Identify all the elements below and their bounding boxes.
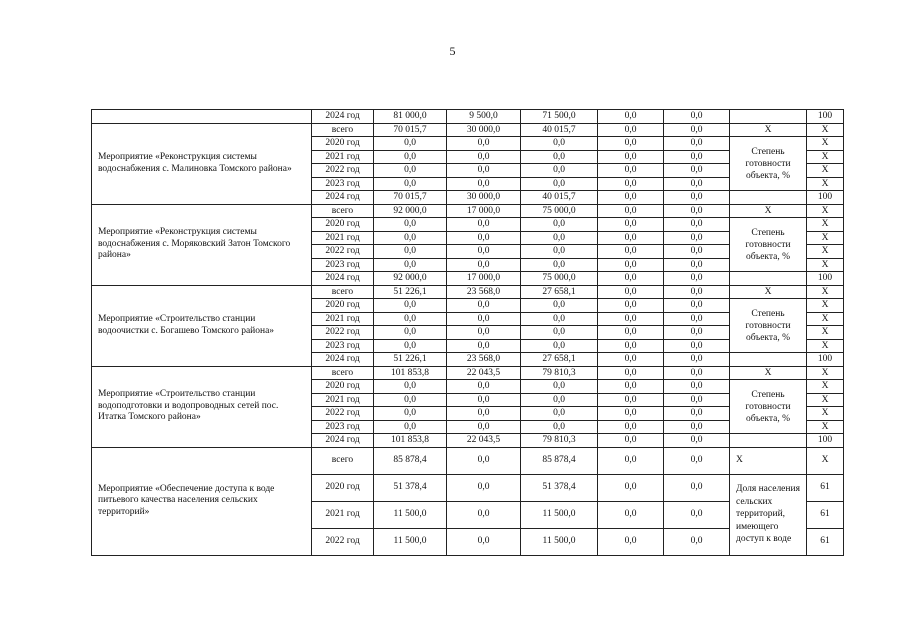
value-cell: 92 000,0 [374, 272, 447, 286]
target-cell: 61 [807, 474, 844, 501]
year-cell: всего [312, 204, 374, 218]
target-cell: 100 [807, 434, 844, 448]
value-cell: 0,0 [664, 312, 730, 326]
year-cell: 2020 год [312, 380, 374, 394]
value-cell: 51 378,4 [374, 474, 447, 501]
value-cell: 51 378,4 [521, 474, 598, 501]
value-cell: 0,0 [374, 177, 447, 191]
value-cell: 17 000,0 [447, 272, 521, 286]
target-cell: X [807, 218, 844, 232]
indicator-empty-cell [730, 191, 807, 205]
value-cell: 0,0 [447, 393, 521, 407]
value-cell: 0,0 [664, 501, 730, 528]
value-cell: 79 810,3 [521, 366, 598, 380]
target-cell: X [807, 285, 844, 299]
year-cell: 2023 год [312, 258, 374, 272]
year-cell: 2024 год [312, 191, 374, 205]
measure-name: Мероприятие «Реконструкция системы водоснабжения с. Моряковский Затон Томского района» [92, 204, 312, 285]
value-cell: 11 500,0 [521, 528, 598, 555]
value-cell: 0,0 [598, 285, 664, 299]
year-cell: 2021 год [312, 150, 374, 164]
value-cell: 0,0 [598, 258, 664, 272]
indicator-x-cell: X [730, 447, 807, 474]
target-cell: X [807, 420, 844, 434]
year-cell: 2021 год [312, 231, 374, 245]
indicator-cell: Степень готовности объекта, % [730, 218, 807, 272]
value-cell: 0,0 [447, 501, 521, 528]
target-cell: X [807, 326, 844, 340]
year-cell: 2022 год [312, 326, 374, 340]
year-cell: 2020 год [312, 137, 374, 151]
value-cell: 0,0 [664, 191, 730, 205]
value-cell: 0,0 [521, 137, 598, 151]
value-cell: 0,0 [664, 420, 730, 434]
value-cell: 75 000,0 [521, 272, 598, 286]
value-cell: 92 000,0 [374, 204, 447, 218]
indicator-x-cell: X [730, 285, 807, 299]
year-cell: 2020 год [312, 474, 374, 501]
value-cell: 85 878,4 [374, 447, 447, 474]
target-cell: X [807, 245, 844, 259]
value-cell: 0,0 [447, 474, 521, 501]
year-cell: всего [312, 285, 374, 299]
value-cell: 0,0 [664, 366, 730, 380]
value-cell: 0,0 [447, 177, 521, 191]
value-cell: 0,0 [447, 420, 521, 434]
value-cell: 0,0 [447, 339, 521, 353]
target-cell: X [807, 150, 844, 164]
value-cell: 0,0 [598, 312, 664, 326]
value-cell: 0,0 [598, 272, 664, 286]
year-cell: 2024 год [312, 110, 374, 124]
target-cell: 100 [807, 353, 844, 367]
value-cell: 30 000,0 [447, 123, 521, 137]
value-cell: 9 500,0 [447, 110, 521, 124]
value-cell: 0,0 [598, 353, 664, 367]
value-cell: 0,0 [447, 528, 521, 555]
value-cell: 0,0 [598, 326, 664, 340]
value-cell: 75 000,0 [521, 204, 598, 218]
value-cell: 0,0 [664, 299, 730, 313]
value-cell: 0,0 [374, 407, 447, 421]
value-cell: 0,0 [664, 528, 730, 555]
indicator-x-cell: X [730, 366, 807, 380]
value-cell: 0,0 [598, 420, 664, 434]
indicator-cell [730, 110, 807, 124]
year-cell: 2022 год [312, 528, 374, 555]
value-cell: 0,0 [374, 231, 447, 245]
value-cell: 51 226,1 [374, 285, 447, 299]
target-cell: X [807, 407, 844, 421]
indicator-x-cell: X [730, 204, 807, 218]
value-cell: 0,0 [374, 245, 447, 259]
value-cell: 71 500,0 [521, 110, 598, 124]
target-cell: 61 [807, 501, 844, 528]
value-cell: 0,0 [664, 137, 730, 151]
table-body [92, 110, 844, 556]
table-row [92, 447, 844, 474]
value-cell: 101 853,8 [374, 434, 447, 448]
value-cell: 0,0 [374, 326, 447, 340]
value-cell: 0,0 [374, 150, 447, 164]
value-cell: 0,0 [521, 150, 598, 164]
value-cell: 0,0 [521, 258, 598, 272]
value-cell: 22 043,5 [447, 366, 521, 380]
value-cell: 0,0 [664, 258, 730, 272]
value-cell: 0,0 [598, 299, 664, 313]
value-cell: 0,0 [521, 407, 598, 421]
value-cell: 0,0 [447, 380, 521, 394]
target-cell: X [807, 312, 844, 326]
table-row [92, 204, 844, 218]
value-cell: 0,0 [598, 150, 664, 164]
value-cell: 0,0 [521, 218, 598, 232]
value-cell: 22 043,5 [447, 434, 521, 448]
year-cell: 2022 год [312, 407, 374, 421]
target-cell: 61 [807, 528, 844, 555]
target-cell: 100 [807, 272, 844, 286]
value-cell: 0,0 [598, 191, 664, 205]
value-cell: 27 658,1 [521, 285, 598, 299]
year-cell: 2023 год [312, 339, 374, 353]
table-row [92, 285, 844, 299]
value-cell: 0,0 [598, 204, 664, 218]
year-cell: 2022 год [312, 245, 374, 259]
value-cell: 40 015,7 [521, 191, 598, 205]
target-cell: X [807, 366, 844, 380]
value-cell: 0,0 [664, 474, 730, 501]
measure-name: Мероприятие «Обеспечение доступа к воде питьевого качества населения сельских территорий» [92, 447, 312, 555]
value-cell: 0,0 [598, 218, 664, 232]
year-cell: 2024 год [312, 434, 374, 448]
value-cell: 0,0 [521, 312, 598, 326]
value-cell: 0,0 [664, 164, 730, 178]
value-cell: 0,0 [598, 177, 664, 191]
value-cell: 0,0 [598, 434, 664, 448]
value-cell: 0,0 [598, 474, 664, 501]
year-cell: 2024 год [312, 272, 374, 286]
value-cell: 11 500,0 [374, 501, 447, 528]
target-cell: X [807, 231, 844, 245]
value-cell: 0,0 [664, 447, 730, 474]
page-number: 5 [449, 44, 456, 58]
name-cell [92, 110, 312, 124]
year-cell: 2022 год [312, 164, 374, 178]
value-cell: 0,0 [447, 137, 521, 151]
value-cell: 0,0 [374, 137, 447, 151]
value-cell: 0,0 [447, 312, 521, 326]
table-row [92, 366, 844, 380]
value-cell: 85 878,4 [521, 447, 598, 474]
value-cell: 0,0 [664, 407, 730, 421]
year-cell: 2023 год [312, 177, 374, 191]
value-cell: 0,0 [374, 339, 447, 353]
value-cell: 0,0 [598, 501, 664, 528]
value-cell: 0,0 [374, 420, 447, 434]
table-row [92, 110, 844, 124]
measure-name: Мероприятие «Строительство станции водоподготовки и водопроводных сетей пос. Итатка Томского района» [92, 366, 312, 447]
value-cell: 0,0 [521, 326, 598, 340]
value-cell: 0,0 [374, 393, 447, 407]
value-cell: 0,0 [664, 285, 730, 299]
table-row [92, 123, 844, 137]
value-cell: 23 568,0 [447, 285, 521, 299]
target-cell: X [807, 123, 844, 137]
value-cell: 0,0 [521, 420, 598, 434]
value-cell: 0,0 [598, 123, 664, 137]
year-cell: 2021 год [312, 501, 374, 528]
value-cell: 79 810,3 [521, 434, 598, 448]
value-cell: 0,0 [447, 326, 521, 340]
value-cell: 0,0 [664, 177, 730, 191]
value-cell: 0,0 [598, 110, 664, 124]
year-cell: всего [312, 366, 374, 380]
value-cell: 0,0 [664, 231, 730, 245]
value-cell: 0,0 [447, 447, 521, 474]
target-cell: X [807, 137, 844, 151]
value-cell: 0,0 [598, 407, 664, 421]
value-cell: 0,0 [598, 447, 664, 474]
value-cell: 0,0 [664, 326, 730, 340]
indicator-empty-cell [730, 434, 807, 448]
value-cell: 0,0 [598, 339, 664, 353]
value-cell: 0,0 [374, 164, 447, 178]
measure-name: Мероприятие «Реконструкция системы водоснабжения с. Малиновка Томского района» [92, 123, 312, 204]
indicator-x-cell: X [730, 123, 807, 137]
value-cell: 0,0 [447, 245, 521, 259]
value-cell: 27 658,1 [521, 353, 598, 367]
value-cell: 11 500,0 [521, 501, 598, 528]
value-cell: 0,0 [521, 299, 598, 313]
indicator-cell: Степень готовности объекта, % [730, 380, 807, 434]
target-cell: X [807, 339, 844, 353]
value-cell: 0,0 [598, 380, 664, 394]
value-cell: 70 015,7 [374, 191, 447, 205]
target-cell: X [807, 177, 844, 191]
indicator-empty-cell [730, 353, 807, 367]
value-cell: 0,0 [447, 231, 521, 245]
year-cell: 2021 год [312, 312, 374, 326]
value-cell: 17 000,0 [447, 204, 521, 218]
value-cell: 0,0 [521, 380, 598, 394]
value-cell: 0,0 [598, 137, 664, 151]
value-cell: 0,0 [664, 245, 730, 259]
measure-name: Мероприятие «Строительство станции водоочистки с. Богашево Томского района» [92, 285, 312, 366]
value-cell: 0,0 [447, 407, 521, 421]
target-cell: X [807, 204, 844, 218]
year-cell: 2020 год [312, 299, 374, 313]
target-cell: X [807, 299, 844, 313]
indicator-cell: Доля населения сельских территорий, имеющего доступ к воде [730, 474, 807, 555]
indicator-cell: Степень готовности объекта, % [730, 137, 807, 191]
value-cell: 0,0 [664, 110, 730, 124]
year-cell: всего [312, 447, 374, 474]
indicator-cell: Степень готовности объекта, % [730, 299, 807, 353]
value-cell: 0,0 [664, 204, 730, 218]
value-cell: 0,0 [664, 150, 730, 164]
value-cell: 101 853,8 [374, 366, 447, 380]
target-cell: 100 [807, 191, 844, 205]
value-cell: 0,0 [374, 312, 447, 326]
value-cell: 0,0 [521, 177, 598, 191]
year-cell: 2023 год [312, 420, 374, 434]
value-cell: 0,0 [521, 245, 598, 259]
value-cell: 81 000,0 [374, 110, 447, 124]
target-cell: X [807, 447, 844, 474]
year-cell: 2020 год [312, 218, 374, 232]
value-cell: 0,0 [664, 272, 730, 286]
value-cell: 0,0 [521, 231, 598, 245]
value-cell: 0,0 [447, 299, 521, 313]
value-cell: 0,0 [664, 353, 730, 367]
year-cell: всего [312, 123, 374, 137]
value-cell: 0,0 [447, 150, 521, 164]
value-cell: 0,0 [664, 434, 730, 448]
value-cell: 0,0 [598, 231, 664, 245]
value-cell: 0,0 [598, 393, 664, 407]
value-cell: 40 015,7 [521, 123, 598, 137]
value-cell: 0,0 [447, 218, 521, 232]
value-cell: 0,0 [521, 339, 598, 353]
value-cell: 0,0 [374, 258, 447, 272]
value-cell: 0,0 [374, 299, 447, 313]
value-cell: 0,0 [521, 164, 598, 178]
value-cell: 0,0 [598, 164, 664, 178]
value-cell: 30 000,0 [447, 191, 521, 205]
value-cell: 70 015,7 [374, 123, 447, 137]
value-cell: 0,0 [521, 393, 598, 407]
value-cell: 0,0 [598, 528, 664, 555]
value-cell: 51 226,1 [374, 353, 447, 367]
value-cell: 0,0 [664, 339, 730, 353]
value-cell: 0,0 [598, 245, 664, 259]
year-cell: 2021 год [312, 393, 374, 407]
value-cell: 0,0 [447, 258, 521, 272]
target-cell: X [807, 380, 844, 394]
value-cell: 11 500,0 [374, 528, 447, 555]
value-cell: 0,0 [664, 380, 730, 394]
indicator-empty-cell [730, 272, 807, 286]
value-cell: 0,0 [598, 366, 664, 380]
target-cell: X [807, 258, 844, 272]
value-cell: 0,0 [664, 123, 730, 137]
value-cell: 0,0 [374, 218, 447, 232]
year-cell: 2024 год [312, 353, 374, 367]
value-cell: 0,0 [447, 164, 521, 178]
value-cell: 23 568,0 [447, 353, 521, 367]
value-cell: 0,0 [664, 393, 730, 407]
financing-table [91, 109, 844, 556]
value-cell: 0,0 [664, 218, 730, 232]
value-cell: 0,0 [374, 380, 447, 394]
target-cell: 100 [807, 110, 844, 124]
target-cell: X [807, 393, 844, 407]
target-cell: X [807, 164, 844, 178]
